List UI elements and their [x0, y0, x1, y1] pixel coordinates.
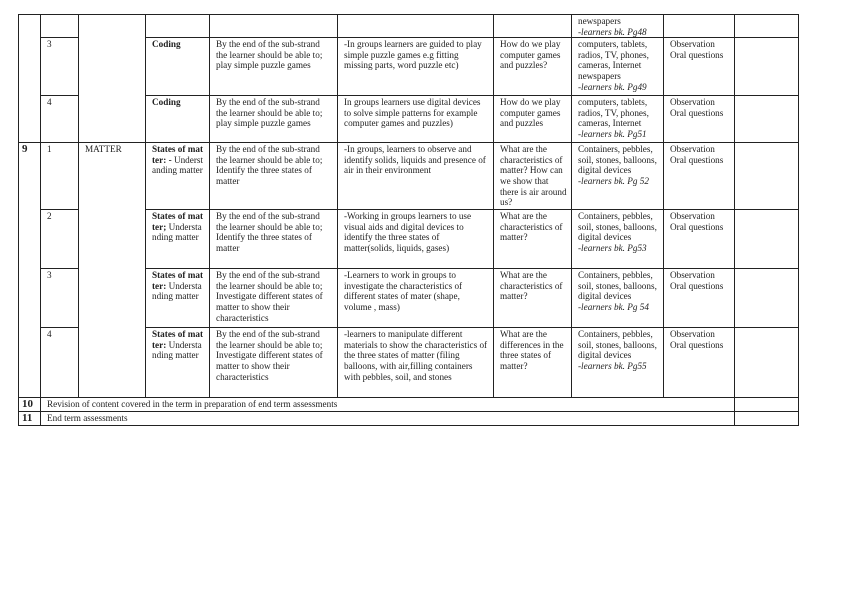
learners-book-reference: -learners bk. Pg55 — [578, 360, 647, 371]
inquiry-question-cell: What are the characteristics of matter? — [494, 210, 572, 269]
summary-row — [19, 398, 799, 412]
learning-experiences-cell — [338, 15, 494, 38]
table-row — [19, 143, 799, 210]
learners-book-reference: -learners bk. Pg51 — [578, 128, 647, 139]
resources-text: computers, tablets, radios, TV, phones, cameras, Internet — [578, 97, 649, 129]
sub-strand-title: States of matter; — [152, 211, 204, 232]
summary-text: Revision of content covered in the term in preparation of end term assessments — [41, 398, 735, 412]
lesson-cell: 3 — [41, 269, 79, 328]
assessment-cell: Observation Oral questions — [664, 96, 735, 143]
reflection-cell — [735, 143, 799, 210]
reflection-cell — [735, 328, 799, 398]
week-cell: 9 — [19, 143, 41, 398]
sub-strand-title: States of matter: — [152, 270, 204, 291]
learning-experiences-cell: -In groups, learners to observe and identify solids, liquids and presence of air in their environment — [338, 143, 494, 210]
resources-cell — [572, 15, 664, 38]
resources-cell — [572, 143, 664, 210]
learners-book-reference: -learners bk. Pg53 — [578, 242, 647, 253]
lesson-cell: 1 — [41, 143, 79, 210]
week-cell — [19, 15, 41, 143]
sub-strand-title: Coding — [152, 39, 181, 50]
sub-strand-detail: Understanding matter — [152, 280, 202, 302]
sub-strand-cell — [146, 269, 210, 328]
week-cell: 10 — [19, 398, 41, 412]
resources-cell — [572, 328, 664, 398]
learning-outcomes-cell: By the end of the sub-strand the learner should be able to; play simple puzzle games — [210, 96, 338, 143]
resources-text: Containers, pebbles, soil, stones, balloons, digital devices — [578, 211, 657, 243]
learners-book-reference: -learners bk. Pg 52 — [578, 175, 649, 186]
learning-outcomes-cell — [210, 15, 338, 38]
reflection-cell — [735, 15, 799, 38]
resources-cell — [572, 269, 664, 328]
assessment-cell: Observation Oral questions — [664, 210, 735, 269]
lesson-cell: 2 — [41, 210, 79, 269]
sub-strand-title: Coding — [152, 97, 181, 108]
table-row — [19, 15, 799, 38]
assessment-cell: Observation Oral questions — [664, 143, 735, 210]
reflection-cell — [735, 210, 799, 269]
sub-strand-cell — [146, 38, 210, 96]
learning-experiences-cell: In groups learners use digital devices to solve simple patterns for example computer games and puzzles) — [338, 96, 494, 143]
assessment-cell — [664, 15, 735, 38]
inquiry-question-cell — [494, 15, 572, 38]
strand-cell: MATTER — [79, 143, 146, 398]
sub-strand-cell — [146, 96, 210, 143]
learning-outcomes-cell: By the end of the sub-strand the learner should be able to; Investigate different states of matter to show their characteristics — [210, 269, 338, 328]
resources-cell — [572, 38, 664, 96]
reflection-cell — [735, 412, 799, 426]
reflection-cell — [735, 398, 799, 412]
sub-strand-detail: Understanding matter — [152, 339, 202, 361]
resources-text: newspapers — [578, 16, 621, 26]
lesson-cell: 3 — [41, 38, 79, 96]
learning-experiences-cell: -learners to manipulate different materials to show the characteristics of the three states of matter (filing balloons, with air,filling containers with pebbles, soil, and stones — [338, 328, 494, 398]
sub-strand-detail: Understanding matter — [152, 154, 204, 176]
reflection-cell — [735, 269, 799, 328]
sub-strand-cell — [146, 210, 210, 269]
learners-book-reference: -learners bk. Pg49 — [578, 81, 647, 92]
lesson-cell: 4 — [41, 328, 79, 398]
inquiry-question-cell: What are the characteristics of matter? How can we show that there is air around us? — [494, 143, 572, 210]
learners-book-reference: -learners bk. Pg48 — [578, 26, 647, 37]
inquiry-question-cell: How do we play computer games and puzzles — [494, 96, 572, 143]
sub-strand-cell — [146, 328, 210, 398]
learning-experiences-cell: -In groups learners are guided to play simple puzzle games e.g fitting missing parts, word puzzle etc) — [338, 38, 494, 96]
assessment-cell: Observation Oral questions — [664, 328, 735, 398]
learning-experiences-cell: -Working in groups learners to use visual aids and digital devices to identify the three states of matter(solids, liquids, gases) — [338, 210, 494, 269]
assessment-cell: Observation Oral questions — [664, 38, 735, 96]
learning-outcomes-cell: By the end of the sub-strand the learner should be able to; Identify the three states of matter — [210, 143, 338, 210]
resources-cell — [572, 96, 664, 143]
summary-text: End term assessments — [41, 412, 735, 426]
resources-text: Containers, pebbles, soil, stones, balloons, digital devices — [578, 270, 657, 302]
summary-row — [19, 412, 799, 426]
resources-text: Containers, pebbles, soil, stones, balloons, digital devices — [578, 144, 657, 176]
reflection-cell — [735, 38, 799, 96]
reflection-cell — [735, 96, 799, 143]
learners-book-reference: -learners bk. Pg 54 — [578, 301, 649, 312]
assessment-cell: Observation Oral questions — [664, 269, 735, 328]
sub-strand-title: States of matter: — [152, 329, 204, 350]
inquiry-question-cell: How do we play computer games and puzzles? — [494, 38, 572, 96]
resources-text: computers, tablets, radios, TV, phones, cameras, Internet newspapers — [578, 39, 649, 81]
inquiry-question-cell: What are the differences in the three states of matter? — [494, 328, 572, 398]
learning-outcomes-cell: By the end of the sub-strand the learner should be able to; Investigate different states of matter to show their characteristics — [210, 328, 338, 398]
strand-cell — [79, 15, 146, 143]
resources-text: Containers, pebbles, soil, stones, balloons, digital devices — [578, 329, 657, 361]
lesson-cell: 4 — [41, 96, 79, 143]
week-cell: 11 — [19, 412, 41, 426]
scheme-of-work-table — [18, 14, 799, 426]
inquiry-question-cell: What are the characteristics of matter? — [494, 269, 572, 328]
learning-outcomes-cell: By the end of the sub-strand the learner should be able to; Identify the three states of matter — [210, 210, 338, 269]
lesson-cell — [41, 15, 79, 38]
learning-experiences-cell: -Learners to work in groups to investigate the characteristics of different states of mater (shape, volume , mass) — [338, 269, 494, 328]
sub-strand-cell — [146, 143, 210, 210]
sub-strand-cell — [146, 15, 210, 38]
resources-cell — [572, 210, 664, 269]
learning-outcomes-cell: By the end of the sub-strand the learner should be able to; play simple puzzle games — [210, 38, 338, 96]
sub-strand-detail: Understanding matter — [152, 221, 202, 243]
sub-strand-title: States of matter: - — [152, 144, 204, 165]
